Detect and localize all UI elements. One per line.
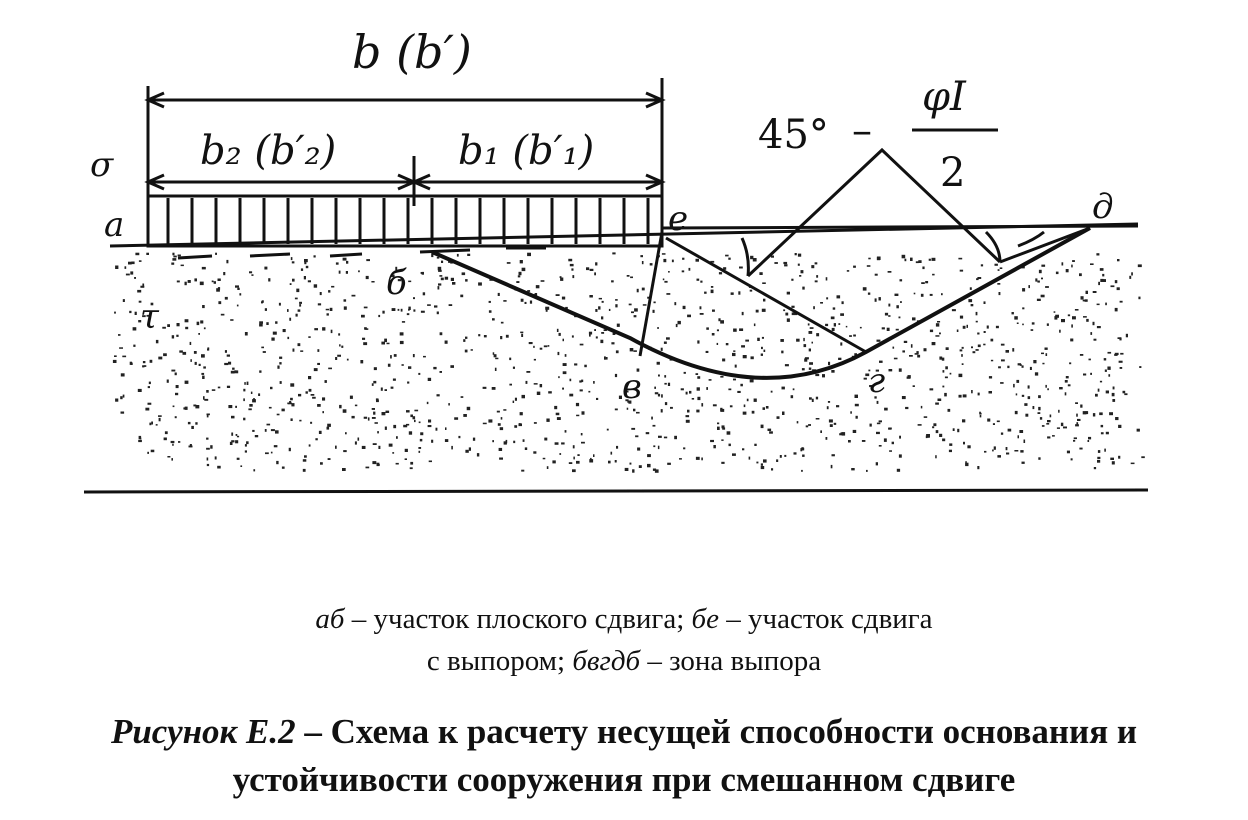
- legend-term-bvgdb: бвгдб: [572, 645, 641, 677]
- figure-title: – Схема к расчету несущей способности основания и устойчивости сооружения при смешанном сдвиге: [232, 712, 1138, 799]
- legend-text-4: – зона выпора: [640, 645, 822, 677]
- label-point-d: д: [1092, 187, 1114, 227]
- label-point-v: в: [622, 367, 642, 407]
- label-a: а: [104, 205, 125, 245]
- label-b1: b₁ (b′₁): [458, 128, 595, 174]
- figure-caption: [49, 708, 1199, 804]
- legend-text-2: – участок сдвига: [718, 603, 933, 635]
- angle-numerator: φI: [922, 74, 966, 120]
- label-sigma: σ: [90, 145, 114, 185]
- label-b: b (b′): [352, 25, 472, 79]
- label-tau: τ: [140, 297, 159, 337]
- base-line: [84, 490, 1148, 492]
- label-b2: b₂ (b′₂): [200, 128, 337, 174]
- label-point-e: е: [668, 199, 689, 239]
- legend-term-ab: аб: [315, 603, 345, 635]
- angle-minus: –: [852, 108, 872, 154]
- angle-denominator: 2: [940, 150, 966, 196]
- legend-line-1: [0, 598, 1248, 640]
- ground-surface-line-left: [662, 226, 1138, 228]
- figure-number: Рисунок Е.2: [110, 712, 296, 751]
- label-point-b: б: [386, 263, 407, 303]
- label-point-g: г: [868, 361, 886, 401]
- angle-prefix: 45°: [758, 112, 829, 158]
- legend-term-be: бе: [691, 603, 719, 635]
- line-e-g: [666, 238, 866, 352]
- legend-text-1: – участок плоского сдвига;: [344, 603, 692, 635]
- shear-arrows: [178, 246, 632, 258]
- line-e-v: [640, 232, 662, 356]
- legend-line-2: [0, 640, 1248, 682]
- legend: [0, 598, 1248, 682]
- legend-text-3: с выпором;: [426, 645, 573, 677]
